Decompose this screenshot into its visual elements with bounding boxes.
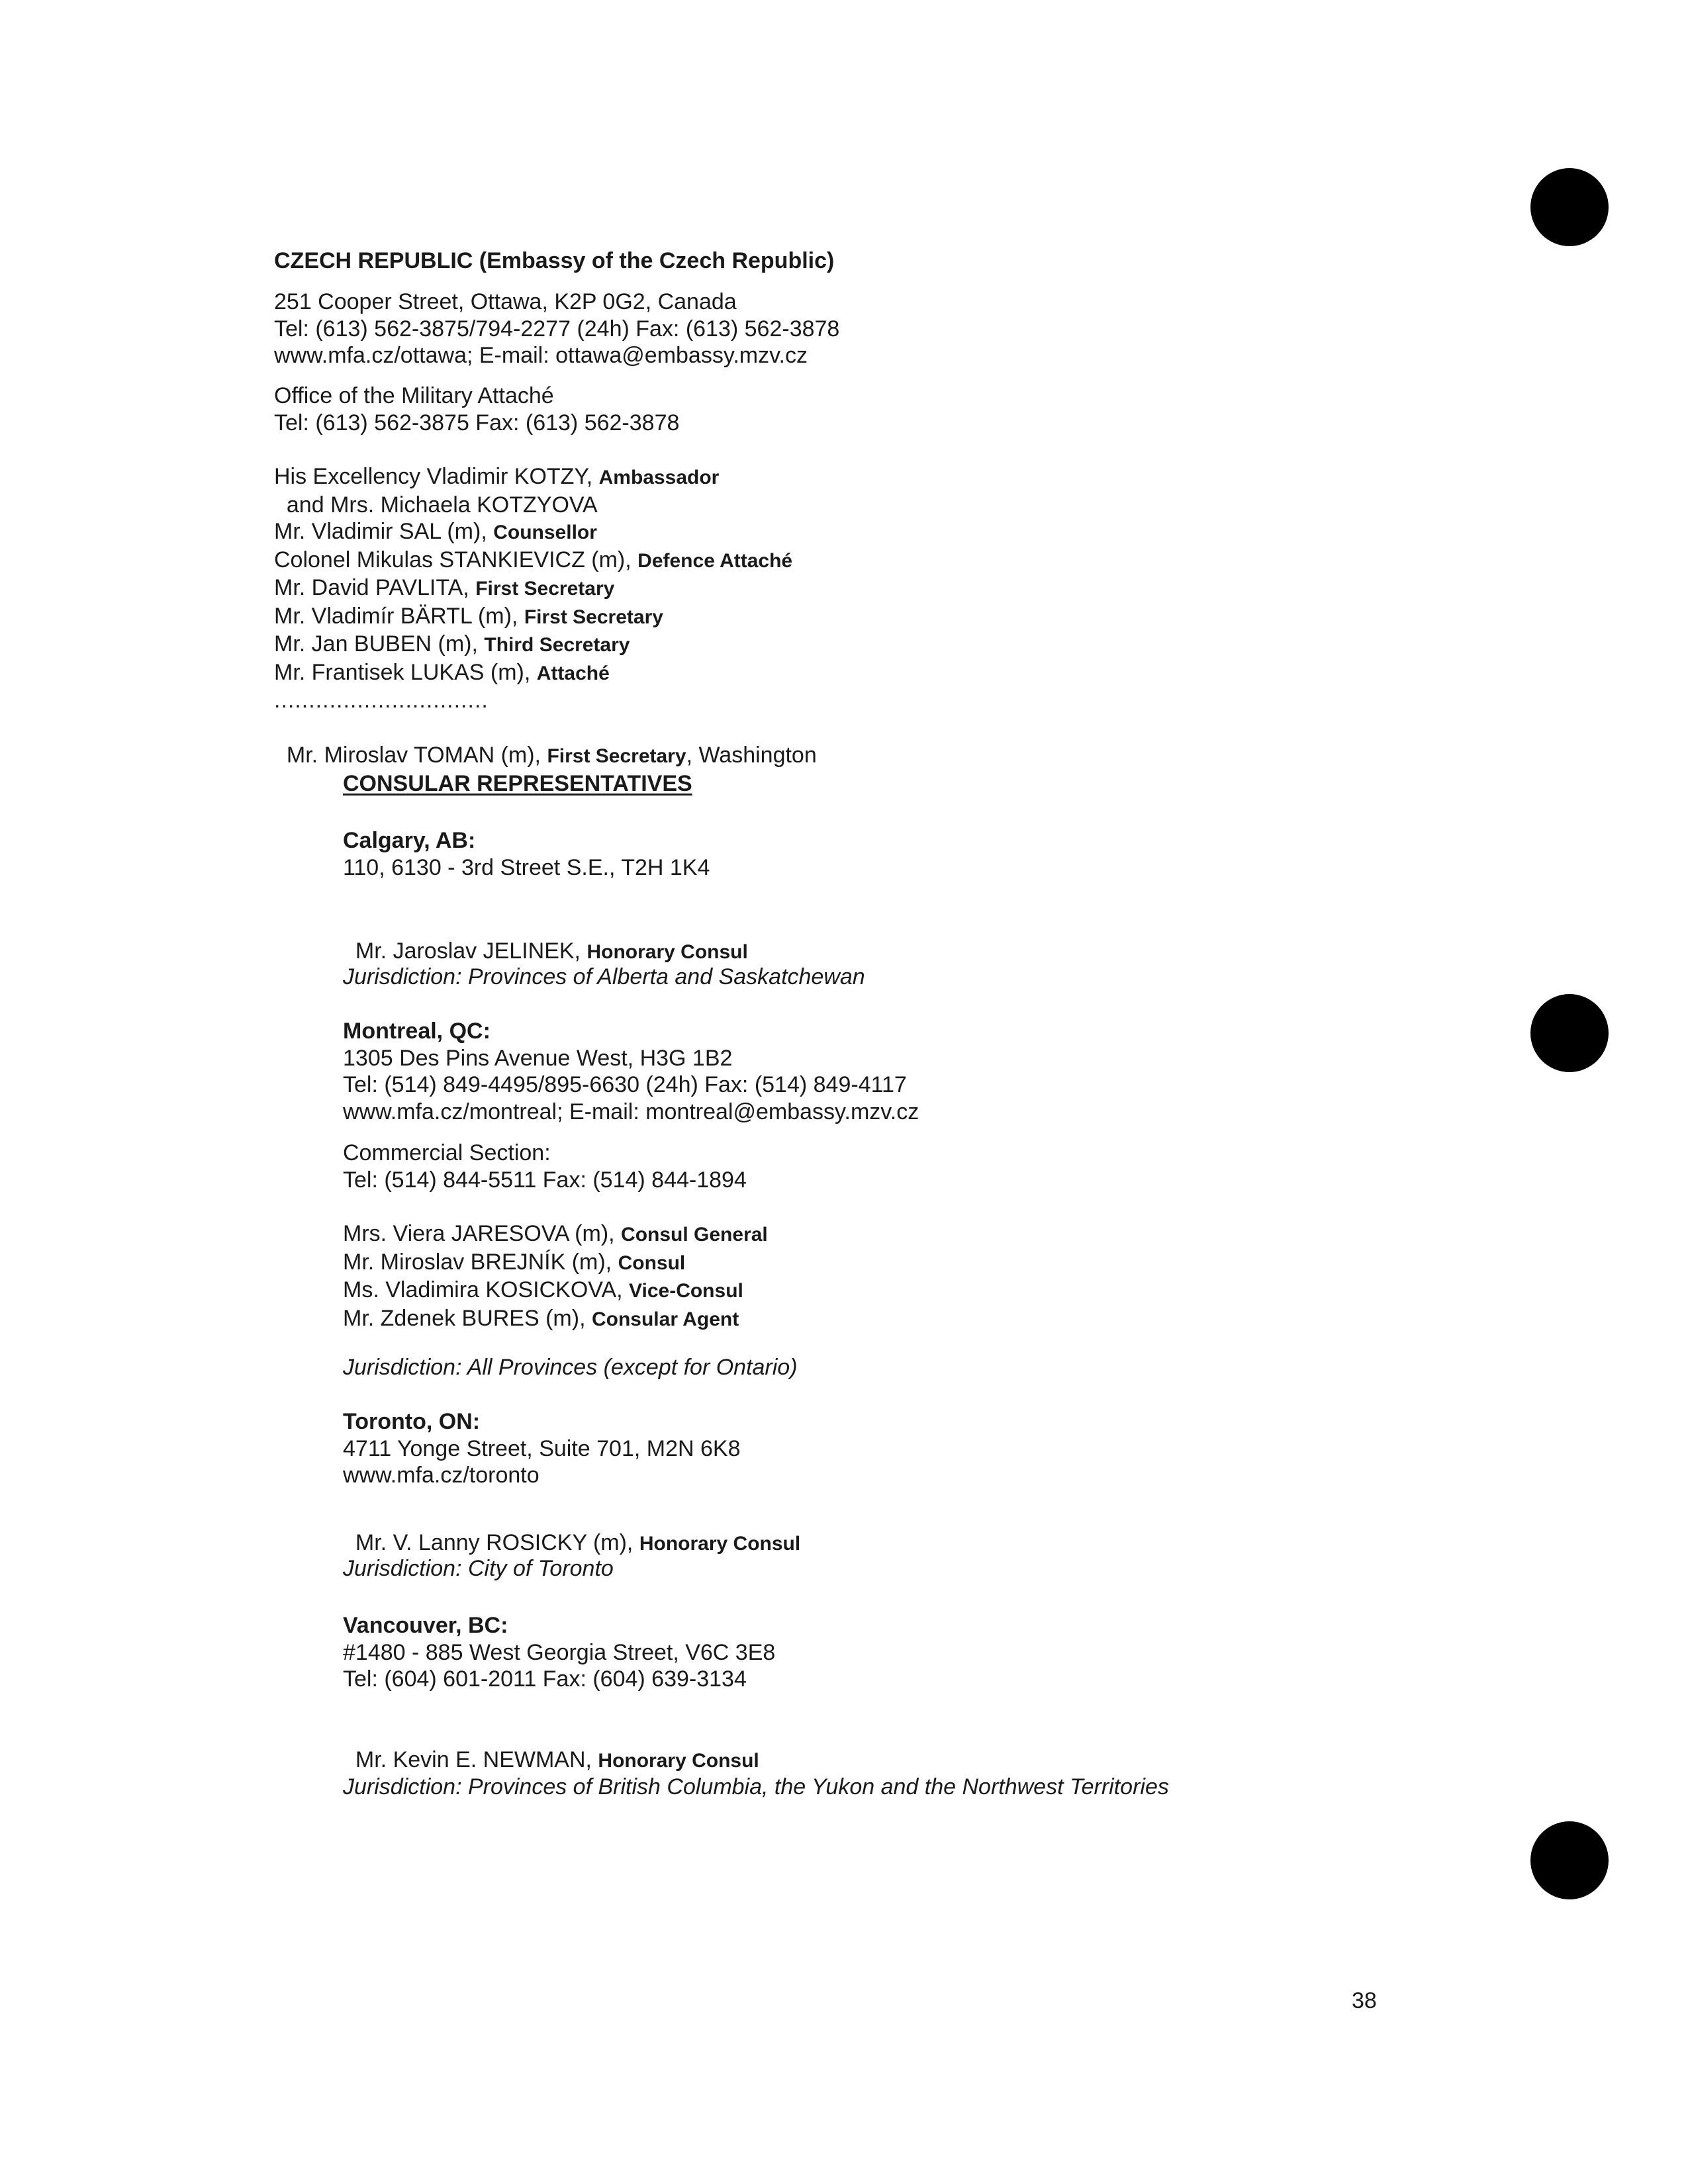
list-item: Mr. Frantisek LUKAS (m), Attaché (274, 659, 610, 685)
embassy-tel: Tel: (613) 562-3875/794-2277 (24h) Fax: (613) 562-3878 (274, 316, 840, 341)
address: 4711 Yonge Street, Suite 701, M2N 6K8 (343, 1435, 741, 1461)
montreal-section (343, 1018, 1601, 1125)
embassy-web: www.mfa.cz/ottawa; E-mail: ottawa@embassy.mzv.cz (274, 343, 808, 368)
city-heading: Toronto, ON: (343, 1409, 481, 1434)
page-title: CZECH REPUBLIC (Embassy of the Czech Republic) (274, 248, 835, 273)
calgary-consul: Mr. Jaroslav JELINEK, Honorary Consul (355, 938, 748, 964)
section-heading: CONSULAR REPRESENTATIVES (343, 771, 692, 796)
staff-list (274, 463, 1532, 714)
montreal-staff (343, 1220, 1601, 1333)
military-office-block (274, 383, 1532, 436)
vancouver-section (343, 1612, 1601, 1693)
city-heading: Vancouver, BC: (343, 1613, 508, 1638)
punch-hole-top (1530, 168, 1609, 246)
washington-entry: Mr. Miroslav TOMAN (m), First Secretary, Washington (286, 742, 817, 768)
calgary-section (343, 827, 1601, 881)
list-item: Colonel Mikulas STANKIEVICZ (m), Defence Attaché (274, 547, 793, 572)
toronto-consul: Mr. V. Lanny ROSICKY (m), Honorary Consul (355, 1529, 801, 1555)
city-heading: Calgary, AB: (343, 828, 476, 853)
vancouver-consul: Mr. Kevin E. NEWMAN, Honorary Consul (355, 1747, 759, 1772)
address: 1305 Des Pins Avenue West, H3G 1B2 (343, 1045, 733, 1071)
montreal-jurisdiction: Jurisdiction: All Provinces (except for Ontario) (343, 1355, 798, 1380)
commercial-tel: Tel: (514) 844-5511 Fax: (514) 844-1894 (343, 1167, 747, 1193)
list-item: Mrs. Viera JARESOVA (m), Consul General (343, 1221, 768, 1246)
montreal-web: www.mfa.cz/montreal; E-mail: montreal@embassy.mzv.cz (343, 1099, 919, 1124)
address: #1480 - 885 West Georgia Street, V6C 3E8 (343, 1639, 776, 1665)
toronto-web: www.mfa.cz/toronto (343, 1463, 539, 1488)
montreal-tel: Tel: (514) 849-4495/895-6630 (24h) Fax: (514) 849-4117 (343, 1072, 907, 1097)
list-item: Ms. Vladimira KOSICKOVA, Vice-Consul (343, 1277, 743, 1302)
military-office: Office of the Military Attaché (274, 383, 554, 408)
page-number: 38 (1352, 1988, 1377, 2013)
punch-hole-bottom (1530, 1821, 1609, 1899)
list-item: Mr. Vladimír BÄRTL (m), First Secretary (274, 603, 663, 629)
dotted-separator: ............................... (274, 688, 489, 713)
military-tel: Tel: (613) 562-3875 Fax: (613) 562-3878 (274, 410, 680, 435)
list-item: Mr. Vladimir SAL (m), Counsellor (274, 519, 597, 544)
list-item: and Mrs. Michaela KOTZYOVA (274, 492, 598, 518)
commercial-label: Commercial Section: (343, 1140, 551, 1165)
calgary-jurisdiction: Jurisdiction: Provinces of Alberta and Saskatchewan (343, 964, 865, 989)
toronto-section (343, 1408, 1601, 1489)
list-item: Mr. Zdenek BURES (m), Consular Agent (343, 1305, 739, 1331)
vancouver-tel: Tel: (604) 601-2011 Fax: (604) 639-3134 (343, 1666, 747, 1692)
vancouver-jurisdiction: Jurisdiction: Provinces of British Columbia, the Yukon and the Northwest Territories (343, 1774, 1169, 1799)
toronto-jurisdiction: Jurisdiction: City of Toronto (343, 1556, 614, 1581)
embassy-address-block (274, 289, 1532, 369)
montreal-commercial (343, 1140, 1601, 1193)
list-item: Mr. Jan BUBEN (m), Third Secretary (274, 631, 630, 657)
city-heading: Montreal, QC: (343, 1019, 491, 1044)
list-item: His Excellency Vladimir KOTZY, Ambassador (274, 464, 720, 489)
list-item: Mr. David PAVLITA, First Secretary (274, 575, 615, 600)
embassy-address: 251 Cooper Street, Ottawa, K2P 0G2, Canada (274, 289, 737, 314)
list-item: Mr. Miroslav BREJNÍK (m), Consul (343, 1249, 686, 1275)
address: 110, 6130 - 3rd Street S.E., T2H 1K4 (343, 854, 710, 880)
